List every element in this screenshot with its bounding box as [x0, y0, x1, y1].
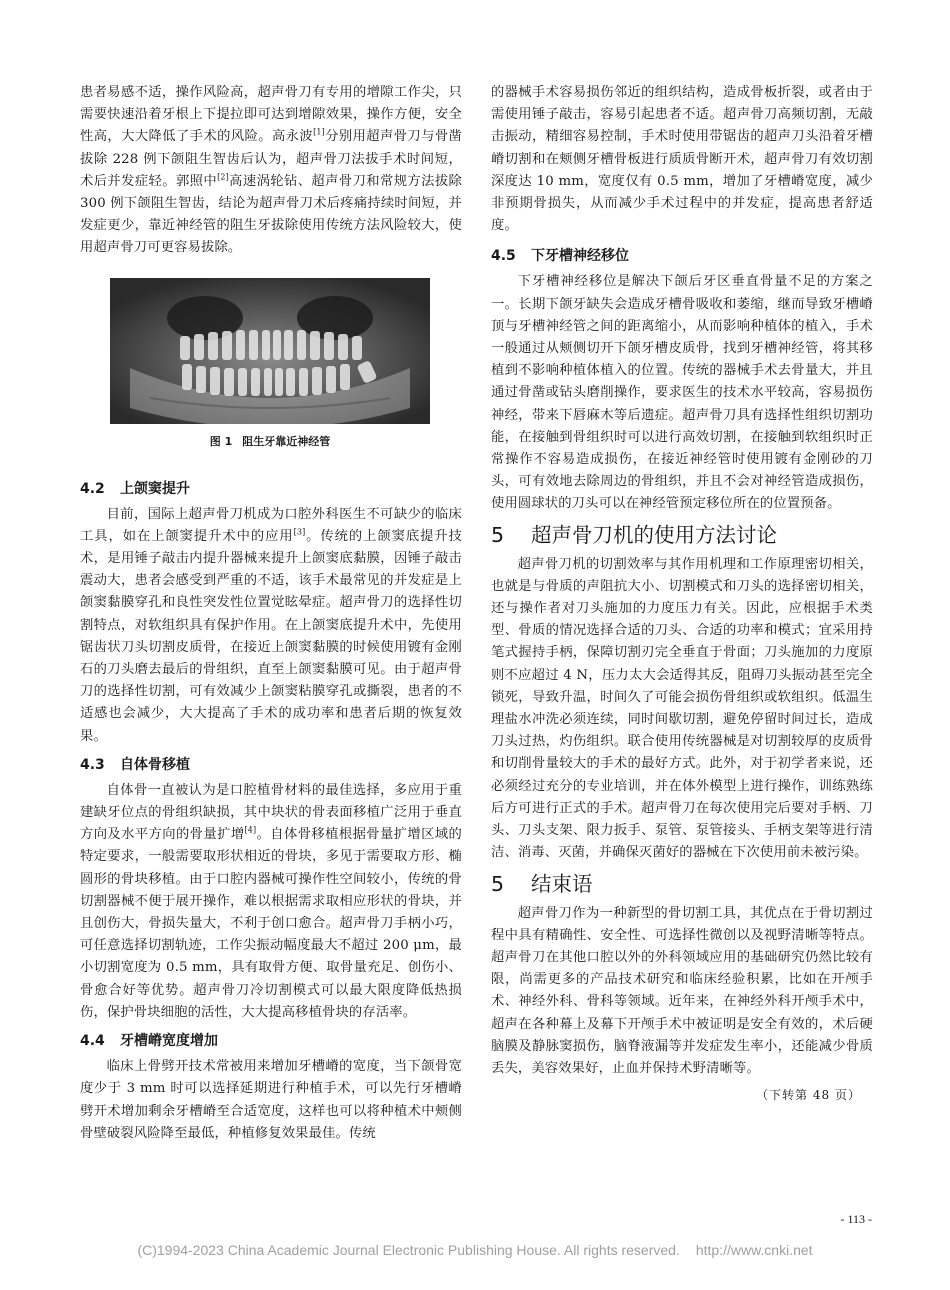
figure-1 [110, 278, 430, 452]
right-column [491, 82, 873, 1110]
section-4-2-paragraph: 目前，国际上超声骨刀机成为口腔外科医生不可缺少的临床工具，如在上颌窦提升术中的应用[3]。传统的上颌窦底提升技术，是用锤子敲击内提升器械来提升上颌窦底黏膜，因锤子敲击震动大，患者会感受到严重的不适，该手术最常见的并发症是上颌窦黏膜穿孔和良性突发性位置觉眩晕症。超声骨刀的选择性切割特点，对软组织具有保护作用。在上颌窦底提升术中，先使用锯齿状刀头切割皮质骨，在接近上颌窦黏膜的时候使用镀有金刚石的刀头磨去最后的骨组织，直至上颌窦黏膜可见。由于超声骨刀的选择性切割，可有效减少上颌窦粘膜穿孔或撕裂，患者的不适感也会减少，大大提高了手术的成功率和患者后期的恢复效果。 [80, 506, 462, 744]
left-column [80, 82, 462, 1145]
continued-paragraph: 的器械手术容易损伤邻近的组织结构，造成骨板折裂，或者由于需使用锤子敲击，容易引起患者不适。超声骨刀高频切割，无敲击振动，精细容易控制，手术时使用带锯齿的超声刀头沿着牙槽嵴切割和在颊侧牙槽骨板进行质质骨断开术，超声骨刀有效切割深度达 10 mm，宽度仅有 0.5 mm，增加了牙槽嵴宽度，减少非预期骨损失，从而减少手术过程中的并发症，提高患者舒适度。 [491, 85, 873, 234]
section-heading-4-5: 4.5 下牙槽神经移位 [491, 248, 629, 265]
citation-ref[interactable]: [4] [244, 825, 257, 835]
section-heading-5-conclusion: 5 结束语 [491, 871, 593, 896]
figure-caption: 图 1 阻生牙靠近神经管 [209, 434, 331, 448]
copyright-text: (C)1994-2023 China Academic Journal Electronic Publishing House. All rights reserved. [137, 1242, 680, 1258]
citation-ref[interactable]: [3] [293, 527, 306, 537]
section-4-4-paragraph: 临床上骨劈开技术常被用来增加牙槽嵴的宽度，当下颌骨宽度少于 3 mm 时可以选择延期进行种植手术，可以先行牙槽嵴劈开术增加剩余牙槽嵴至合适宽度，这样也可以将种植术中颊侧骨壁破裂风险降至最低，种植修复效果最佳。传统 [80, 1059, 462, 1141]
citation-ref[interactable]: [1] [313, 127, 325, 137]
section-5-methods-paragraph: 超声骨刀机的切割效率与其作用机理和工作原理密切相关，也就是与骨质的声阻抗大小、切割模式和刀头的选择密切相关，还与操作者对刀头施加的力度压力有关。因此，应根据手术类型、骨质的情况选择合适的刀头、合适的功率和模式；宜采用持笔式握持手柄，保障切割刃完全垂直于骨面；刀头施加的力度原则不应超过 4 N，压力太大会适得其反，阻碍刀头振动甚至完全锁死，导致升温，时间久了可能会损伤骨组织或软组织。低温生理盐水冲洗必须连续，同时间歇切割，避免停留时间过长，造成刀头过热，灼伤组织。联合使用传统器械是对切割较厚的皮质骨和切削骨量较大的手术的最好方式。此外，对于初学者来说，还必须经过充分的专业培训，并在体外模型上进行操作，训练熟练后方可进行正式的手术。超声骨刀在每次使用完后要对手柄、刀头、刀头支架、限力扳手、泵管、泵管接头、手柄支架等进行清洁、消毒、灭菌，并确保灭菌好的器械在下次使用前未被污染。 [491, 556, 873, 861]
section-4-5-paragraph: 下牙槽神经移位是解决下颌后牙区垂直骨量不足的方案之一。长期下颌牙缺失会造成牙槽骨吸收和萎缩，继而导致牙槽嵴顶与牙槽神经管之间的距离缩小，从而影响种植体的植入，手术一般通过从颊侧切开下颌牙槽皮质骨，找到牙槽神经管，将其移植到不影响种植体植入的位置。传统的器械手术去骨量大，并且通过骨凿或钻头磨削操作，要求医生的技术水平较高，容易损伤神经，带来下唇麻木等后遗症。超声骨刀具有选择性组织切割功能，在接触到骨组织时可以进行高效切割，在接触到软组织时正常操作不容易造成损伤，在接近神经管时使用镀有金刚砂的刀头，可有效地去除周边的骨组织，并且不会对神经管造成损伤，使用圆球状的刀头可以在神经管预定移位所在的位置预备。 [491, 274, 873, 512]
section-4-3-paragraph: 自体骨一直被认为是口腔植骨材料的最佳选择，多应用于重建缺牙位点的骨组织缺损，其中块状的骨表面移植广泛用于垂直方向及水平方向的骨量扩增[4]。自体骨移植根据骨量扩增区域的特定要求，一般需要取形状相近的骨块，多见于需要取方形、椭圆形的骨块移植。由于口腔内器械可操作性空间较小，传统的骨切割器械不便于展开操作，难以根据需求取相应形状的骨块，并且创伤大，骨损失量大，不利于创口愈合。超声骨刀手柄小巧，可任意选择切割轨迹，工作尖振动幅度最大不超过 200 μm，最小切割宽度为 0.5 mm，具有取骨方便、取骨量充足、创伤小、骨愈合好等优势。超声骨刀冷切割模式可以最大限度降低热损伤，保护骨块细胞的活性，大大提高移植骨块的存活率。 [80, 782, 462, 1020]
section-heading-4-2: 4.2 上颌窦提升 [80, 480, 190, 497]
section-heading-4-4: 4.4 牙槽嵴宽度增加 [80, 1033, 218, 1050]
section-heading-4-3: 4.3 自体骨移植 [80, 756, 190, 773]
page-footer [0, 1242, 950, 1258]
section-5-conclusion-paragraph: 超声骨刀作为一种新型的骨切割工具，其优点在于骨切割过程中具有精确性、安全性、可选择性微创以及视野清晰等特点。超声骨刀在其他口腔以外的外科领域应用的基础研究仍然比较有限，尚需更多的产品技术研究和临床经验积累，比如在开颅手术、神经外科、骨科等领域。近年来，在神经外科开颅手术中，超声在各种幕上及幕下开颅手术中被证明是安全有效的，术后硬脑膜及静脉窦损伤，脑脊液漏等并发症发生率小，还能减少骨质丢失，美容效果好，止血并保持术野清晰等。 [491, 905, 873, 1076]
continued-on-page-note: （下转第 48 页） [756, 1088, 861, 1103]
xray-illustration [110, 278, 430, 424]
panoramic-xray-image [110, 278, 430, 424]
footer-url-link[interactable]: http://www.cnki.net [695, 1242, 813, 1258]
page-number: - 113 - [840, 1212, 872, 1226]
citation-ref[interactable]: [2] [217, 172, 229, 182]
intro-paragraph: 患者易感不适，操作风险高，超声骨刀有专用的增隙工作尖，只需要快速沿着牙根上下提拉即可达到增隙效果，操作方便，安全性高，大大降低了手术的风险。高永波[1]分别用超声骨刀与骨凿拔除 228 例下颌阻生智齿后认为，超声骨刀法拔手术时间短，术后并发症轻。郭照中[2]高速涡轮钻、超声骨刀和常规方法拔除 300 例下颌阻生智齿，结论为超声骨刀术后疼痛持续时间短，并发症更少，靠近神经管的阻生牙拔除使用传统方法风险较大，使用超声骨刀可更容易拔除。 [80, 85, 462, 256]
section-heading-5-methods: 5 超声骨刀机的使用方法讨论 [491, 522, 777, 547]
